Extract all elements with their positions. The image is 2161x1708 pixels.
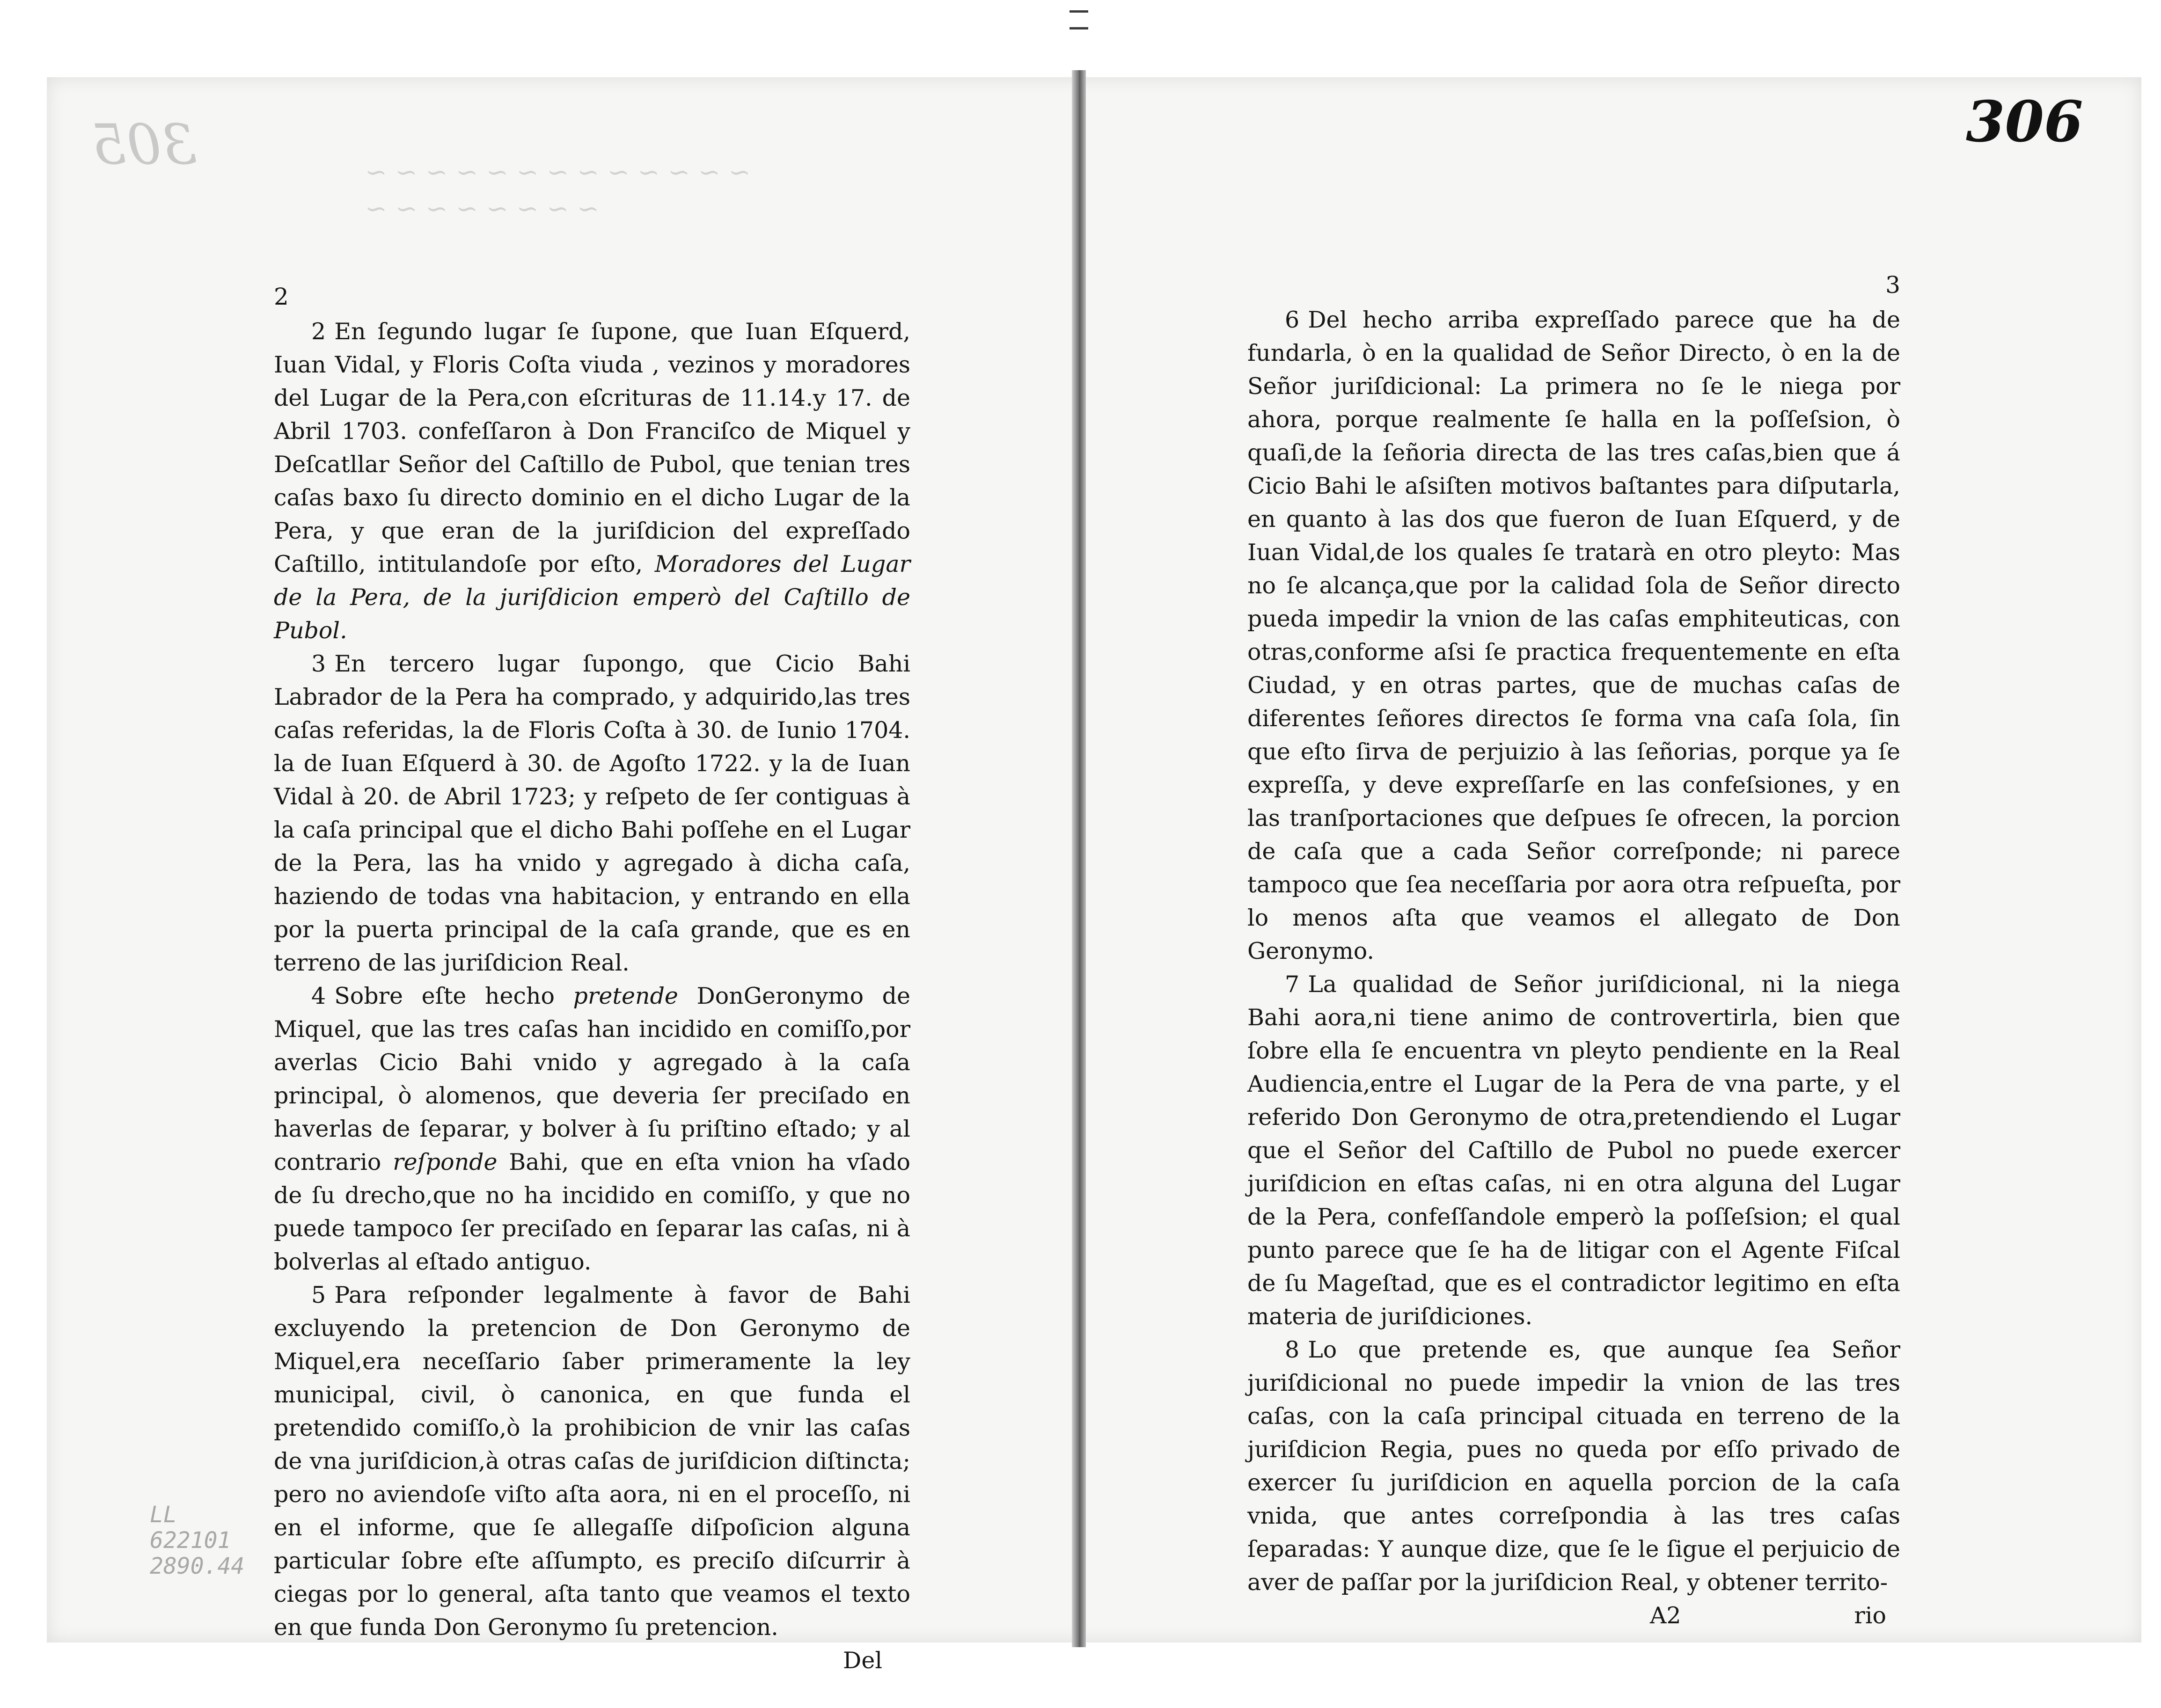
italic-text: pretende — [573, 983, 678, 1009]
paragraph — [274, 979, 910, 1278]
gutter-mark-bottom — [1070, 27, 1088, 29]
left-page-footer — [274, 1644, 910, 1677]
paragraph — [274, 647, 910, 979]
body-text: Lo que pretende es, que aunque ſea Señor juriſdicional no puede impedir la vnion de las tres caſas, con la caſa principal cituada en terreno de la juriſdicion Regia, pues no queda por eſſo privado de exercer ſu juriſdicion en aquella porcion de la caſa vnida, que antes correſpondia à las tres caſas ſeparadas: Y aunque dize, que ſe le ſigue el perjuicio de aver de paſſar por la juriſdicion Real, y obtener territo- — [1247, 1336, 1900, 1596]
paragraph-number: 4 — [311, 983, 326, 1009]
left-catchword: Del — [843, 1647, 882, 1674]
left-page-number: 2 — [274, 283, 289, 310]
paragraph — [274, 315, 910, 647]
paragraph — [274, 1278, 910, 1644]
body-text: En tercero lugar ſupongo, que Cicio Bahi Labrador de la Pera ha comprado, y adquirido,las tres caſas referidas, la de Floris Coſta à 30. de Iunio 1704. la de Iuan Eſquerd à 30. de Agoſto 1722. y la de Iuan Vidal à 20. de Abril 1723; y reſpeto de ſer contiguas à la caſa principal que el dicho Bahi poſſehe en el Lugar de la Pera, las ha vnido y agregado à dicha caſa, haziendo de todas vna habitacion, y entrando en ella por la puerta principal de la caſa grande, que es en terreno de las juriſdicion Real. — [274, 650, 910, 976]
stamp-line: LL — [150, 1502, 177, 1528]
body-text: La qualidad de Señor juriſdicional, ni la niega Bahi aora,ni tiene animo de controvertirla, bien que ſobre ella ſe encuentra vn pleyto pendiente en la Real Audiencia,entre el Lugar de la Pera de vna parte, y el referido Don Geronymo de otra,pretendiendo el Lugar que el Señor del Caſtillo de Pubol no puede exercer juriſdicion en eſtas caſas, ni en otra alguna del Lugar de la Pera, confeſſandole emperò la poſſeſsion; el qual punto parece que ſe ha de litigar con el Agente Fiſcal de ſu Mageſtad, que es el contradictor legitimo en eſta materia de juriſdiciones. — [1247, 971, 1900, 1330]
paragraph — [1247, 303, 1900, 968]
right-page — [1247, 271, 1900, 1632]
paragraph-number: 8 — [1285, 1336, 1300, 1363]
body-text: Del hecho arriba expreſſado parece que ha de fundarla, ò en la qualidad de Señor Directo, ò en la de Señor juriſdicional: La primera no ſe le niega por ahora, porque realmente ſe halla en la poſſeſsion, ò quaſi,de la ſeñoria directa de las tres caſas,bien que á Cicio Bahi le aſsiſten motivos baſtantes para diſputarla, en quanto à las dos que fueron de Iuan Eſquerd, y de Iuan Vidal,de los quales ſe tratarà en otro pleyto: Mas no ſe alcança,que por la calidad ſola de Señor directo pueda impedir la vnion de las caſas emphiteuticas, con otras,conforme aſsi ſe practica frequentemente en eſta Ciudad, y en otras partes, que de muchas caſas de diferentes ſeñores directos ſe forma vna caſa ſola, ſin que eſto ſirva de perjuizio à las ſeñorias, porque ya ſe expreſſa, y deve expreſſarſe en las confeſsiones, y en las tranſportaciones que deſpues ſe ofrecen, la porcion de caſa que a cada Señor correſponde; ni parece tampoco que ſea neceſſaria por aora otra reſpueſta, por lo menos aſta que veamos el allegato de Don Geronymo. — [1247, 307, 1900, 964]
italic-text: Moradores del Lugar de la Pera, de la juriſdicion emperò del Caſtillo de Pubol. — [274, 551, 910, 644]
left-page — [274, 283, 910, 1677]
left-folio-mirror: 305 — [91, 112, 197, 177]
stamp-line: 622101 — [150, 1527, 231, 1554]
paragraph-number: 6 — [1285, 307, 1300, 333]
right-catchword: rio — [1854, 1602, 1886, 1629]
book-spine — [1072, 70, 1086, 1647]
right-page-footer — [1247, 1599, 1900, 1632]
body-text: DonGeronymo de Miquel, que las tres caſas han incidido en comiſſo,por averlas Cicio Bahi vnido y agregado à la caſa principal, ò alomenos, que deveria ſer preciſado en haverlas de ſeparar, y bolver à ſu priſtino eſtado; y al contrario — [274, 983, 910, 1175]
gutter-mark-top — [1070, 10, 1088, 13]
paragraph — [1247, 968, 1900, 1333]
library-stamp — [150, 1502, 244, 1580]
stamp-line: 2890.44 — [150, 1553, 245, 1580]
paragraph-number: 7 — [1285, 971, 1300, 998]
signature-mark: A2 — [1650, 1602, 1681, 1629]
bleed-through-text: ~ ~ ~ ~ ~ ~ ~ ~ ~ ~ ~ ~ ~ ~ ~ ~ ~ ~ ~ ~ ~ — [365, 157, 751, 225]
left-page-body — [274, 315, 910, 1644]
right-page-number: 3 — [1885, 271, 1900, 299]
italic-text: reſponde — [393, 1149, 498, 1175]
paragraph-number: 5 — [311, 1282, 326, 1308]
body-text: Bahi, que en eſta vnion ha vſado de ſu drecho,que no ha incidido en comiſſo, y que no puede tampoco ſer preciſado en ſeparar las caſas, ni à bolverlas al eſtado antiguo. — [274, 1149, 911, 1275]
right-folio-number: 306 — [1966, 89, 2083, 155]
paragraph-number: 3 — [311, 650, 326, 677]
paragraph-number: 2 — [311, 318, 326, 345]
body-text: En ſegundo lugar ſe ſupone, que Iuan Eſquerd, Iuan Vidal, y Floris Coſta viuda , vezinos y moradores del Lugar de la Pera,con eſcrituras de 11.14.y 17. de Abril 1703. confeſſaron à Don Franciſco de Miquel y Deſcatllar Señor del Caſtillo de Pubol, que tenian tres caſas baxo ſu directo dominio en el dicho Lugar de la Pera, y que eran de la juriſdicion del expreſſado Caſtillo, intitulandoſe por eſto, — [274, 318, 910, 577]
body-text: Sobre eſte hecho — [334, 983, 573, 1009]
right-page-body — [1247, 303, 1900, 1599]
body-text: Para reſponder legalmente à favor de Bahi excluyendo la pretencion de Don Geronymo de Miquel,era neceſſario ſaber primeramente la ley municipal, civil, ò canonica, en que funda el pretendido comiſſo,ò la prohibicion de vnir las caſas de vna juriſdicion,à otras caſas de juriſdicion diſtincta; pero no aviendoſe viſto aſta aora, ni en el proceſſo, ni en el informe, que ſe allegaſſe diſpoſicion alguna particular ſobre eſte aſſumpto, es preciſo diſcurrir à ciegas por lo general, aſta tanto que veamos el texto en que funda Don Geronymo ſu pretencion. — [274, 1282, 910, 1641]
paragraph — [1247, 1333, 1900, 1599]
